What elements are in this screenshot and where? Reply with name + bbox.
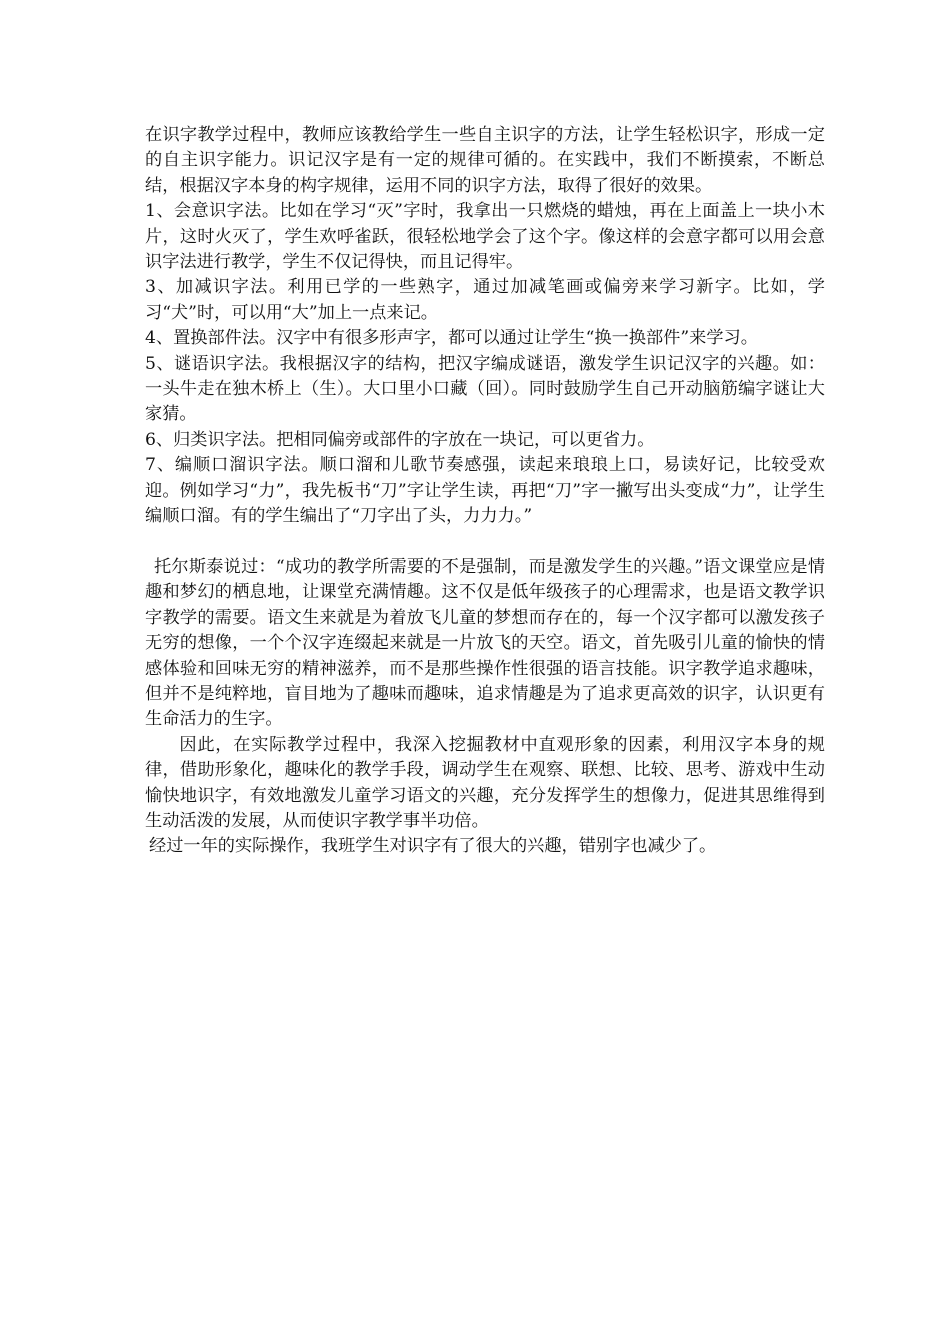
method-7-paragraph: 7、编顺口溜识字法。顺口溜和儿歌节奏感强，读起来琅琅上口，易读好记，比较受欢迎。例如学习“力”，我先板书“刀”字让学生读，再把“刀”字一撇写出头变成“力”，让学生编顺口溜。有的学生编出了“刀字出了头，力力力。” <box>145 455 825 527</box>
conclusion-paragraph: 经过一年的实际操作，我班学生对识字有了很大的兴趣，错别字也减少了。 <box>149 836 717 857</box>
intro-paragraph: 在识字教学过程中，教师应该教给学生一些自主识字的方法，让学生轻松识字，形成一定的自主识字能力。识记汉字是有一定的规律可循的。在实践中，我们不断摸索，不断总结，根据汉字本身的构字规律，运用不同的识字方法，取得了很好的效果。 <box>145 125 825 196</box>
therefore-paragraph: 因此，在实际教学过程中，我深入挖掘教材中直观形象的因素，利用汉字本身的规律，借助形象化，趣味化的教学手段，调动学生在观察、联想、比较、思考、游戏中生动愉快地识字，有效地激发儿童学习语文的兴趣，充分发挥学生的想像力，促进其思维得到生动活泼的发展，从而使识字教学事半功倍。 <box>145 734 825 831</box>
method-3-paragraph: 3、加减识字法。利用已学的一些熟字，通过加减笔画或偏旁来学习新字。比如，学习“犬”时，可以用“大”加上一点来记。 <box>145 277 825 323</box>
method-1-paragraph: 1、会意识字法。比如在学习“灭”字时，我拿出一只燃烧的蜡烛，再在上面盖上一块小木片，这时火灭了，学生欢呼雀跃，很轻松地学会了这个字。像这样的会意字都可以用会意识字法进行教学，学生不仅记得快，而且记得牢。 <box>145 201 825 273</box>
method-6-paragraph: 6、归类识字法。把相同偏旁或部件的字放在一块记，可以更省力。 <box>145 429 655 450</box>
method-5-paragraph: 5、谜语识字法。我根据汉字的结构，把汉字编成谜语，激发学生识记汉字的兴趣。如：一头牛走在独木桥上（生）。大口里小口藏（回）。同时鼓励学生自己开动脑筋编字谜让大家猜。 <box>145 353 825 425</box>
tolstoy-paragraph: 托尔斯泰说过：“成功的教学所需要的不是强制，而是激发学生的兴趣。”语文课堂应是情趣和梦幻的栖息地，让课堂充满情趣。这不仅是低年级孩子的心理需求，也是语文教学识字教学的需要。语文生来就是为着放飞儿童的梦想而存在的，每一个汉字都可以激发孩子无穷的想像，一个个汉字连缀起来就是一片放飞的天空。语文，首先吸引儿童的愉快的情感体验和回味无穷的精神滋养，而不是那些操作性很强的语言技能。识字教学追求趣味，但并不是纯粹地，盲目地为了趣味而趣味，追求情趣是为了追求更高效的识字，认识更有生命活力的生字。 <box>145 556 825 730</box>
blank-line <box>145 530 825 555</box>
document-body <box>145 123 825 860</box>
method-4-paragraph: 4、置换部件法。汉字中有很多形声字，都可以通过让学生“换一换部件”来学习。 <box>145 328 758 349</box>
